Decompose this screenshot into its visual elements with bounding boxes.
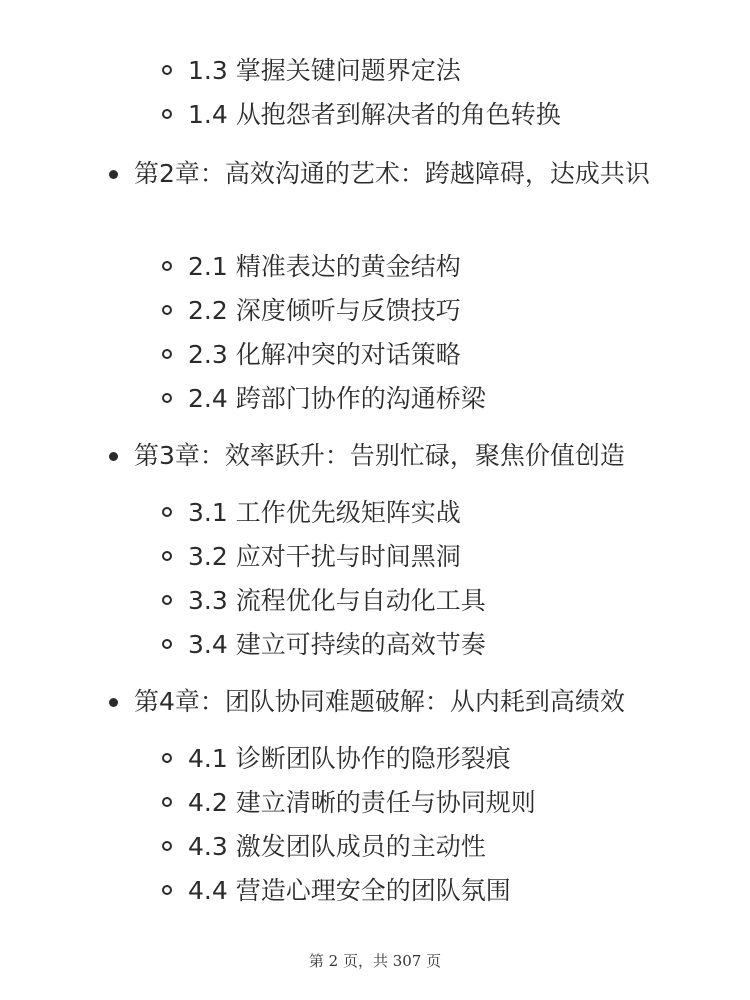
list-item-text: 4.3 激发团队成员的主动性 [188, 832, 486, 861]
chapter-heading [134, 152, 674, 196]
hollow-bullet-icon [162, 639, 172, 649]
list-item [188, 781, 536, 825]
list-item-text: 3.4 建立可持续的高效节奏 [188, 630, 486, 659]
chapter-heading-text: 第4章：团队协同难题破解：从内耗到高绩效 [134, 687, 625, 716]
list-item-text: 2.1 精准表达的黄金结构 [188, 252, 461, 281]
list-item [188, 333, 461, 377]
page-number-footer: 第 2 页，共 307 页 [308, 952, 442, 970]
hollow-bullet-icon [162, 797, 172, 807]
hollow-bullet-icon [162, 551, 172, 561]
list-item-text: 4.1 诊断团队协作的隐形裂痕 [188, 744, 511, 773]
list-item-text: 3.1 工作优先级矩阵实战 [188, 498, 461, 527]
list-item-text: 2.4 跨部门协作的沟通桥梁 [188, 384, 486, 413]
list-item-text: 1.3 掌握关键问题界定法 [188, 56, 461, 85]
list-item [188, 245, 461, 289]
hollow-bullet-icon [162, 349, 172, 359]
hollow-bullet-icon [162, 393, 172, 403]
list-item-text: 3.2 应对干扰与时间黑洞 [188, 542, 461, 571]
chapter-heading [134, 680, 674, 724]
list-item-text: 3.3 流程优化与自动化工具 [188, 586, 486, 615]
list-item [188, 623, 486, 667]
list-item [188, 49, 461, 93]
hollow-bullet-icon [162, 885, 172, 895]
hollow-bullet-icon [162, 261, 172, 271]
hollow-bullet-icon [162, 507, 172, 517]
list-item [188, 535, 461, 579]
filled-bullet-icon [109, 170, 118, 179]
hollow-bullet-icon [162, 109, 172, 119]
list-item [188, 289, 461, 333]
list-item [188, 93, 561, 137]
list-item [188, 377, 486, 421]
list-item [188, 737, 511, 781]
list-item-text: 2.3 化解冲突的对话策略 [188, 340, 461, 369]
hollow-bullet-icon [162, 305, 172, 315]
list-item [188, 869, 511, 913]
list-item-text: 4.2 建立清晰的责任与协同规则 [188, 788, 536, 817]
list-item-text: 4.4 营造心理安全的团队氛围 [188, 876, 511, 905]
list-item [188, 579, 486, 623]
filled-bullet-icon [109, 452, 118, 461]
filled-bullet-icon [109, 698, 118, 707]
list-item [188, 491, 461, 535]
list-item [188, 825, 486, 869]
chapter-heading-text: 第3章：效率跃升：告别忙碌，聚焦价值创造 [134, 441, 625, 470]
chapter-heading [134, 434, 674, 478]
hollow-bullet-icon [162, 753, 172, 763]
hollow-bullet-icon [162, 841, 172, 851]
list-item-text: 1.4 从抱怨者到解决者的角色转换 [188, 100, 561, 129]
chapter-heading-text: 第2章：高效沟通的艺术：跨越障碍，达成共识 [134, 159, 650, 188]
hollow-bullet-icon [162, 65, 172, 75]
list-item-text: 2.2 深度倾听与反馈技巧 [188, 296, 461, 325]
hollow-bullet-icon [162, 595, 172, 605]
